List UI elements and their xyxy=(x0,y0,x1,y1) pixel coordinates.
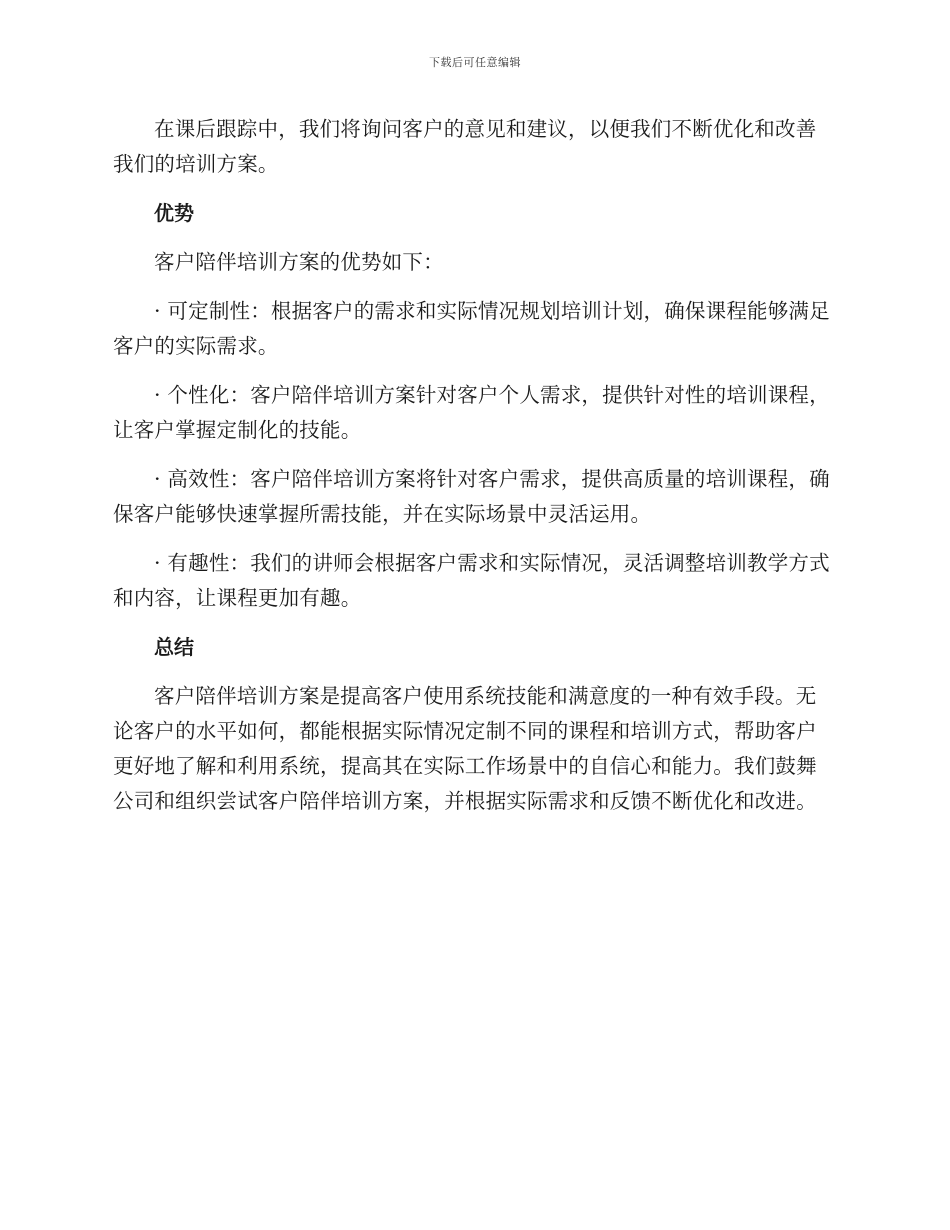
page-header-note: 下载后可任意编辑 xyxy=(429,56,521,69)
bullet-customizability: · 可定制性：根据客户的需求和实际情况规划培训计划，确保课程能够满足客户的实际需求。 xyxy=(113,299,830,358)
section-heading-advantages: 优势 xyxy=(154,201,194,225)
paragraph-summary: 客户陪伴培训方案是提高客户使用系统技能和满意度的一种有效手段。无论客户的水平如何，都能根据实际情况定制不同的课程和培训方式，帮助客户更好地了解和利用系统，提高其在实际工作场景中的自信心和能力。我们鼓舞公司和组织尝试客户陪伴培训方案，并根据实际需求和反馈不断优化和改进。 xyxy=(113,684,817,813)
bullet-efficiency: · 高效性：客户陪伴培训方案将针对客户需求，提供高质量的培训课程，确保客户能够快速掌握所需技能，并在实际场景中灵活运用。 xyxy=(113,467,830,526)
document-body xyxy=(113,112,833,833)
bullet-personalization: · 个性化：客户陪伴培训方案针对客户个人需求，提供针对性的培训课程，让客户掌握定制化的技能。 xyxy=(113,383,830,442)
section-heading-summary: 总结 xyxy=(154,635,194,659)
paragraph-followup: 在课后跟踪中，我们将询问客户的意见和建议，以便我们不断优化和改善我们的培训方案。 xyxy=(113,117,817,176)
bullet-fun: · 有趣性：我们的讲师会根据客户需求和实际情况，灵活调整培训教学方式和内容，让课程更加有趣。 xyxy=(113,551,830,610)
paragraph-advantages-intro: 客户陪伴培训方案的优势如下： xyxy=(154,250,444,274)
